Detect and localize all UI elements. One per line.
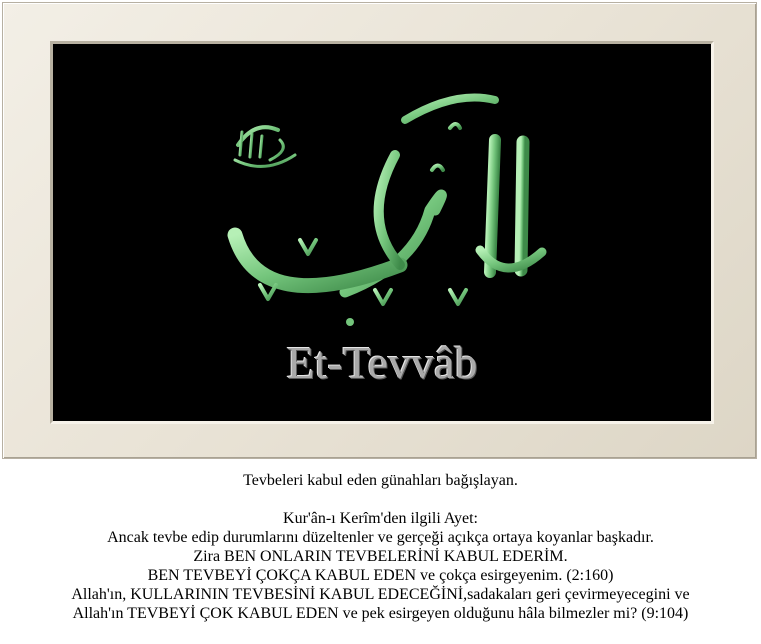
arabic-calligraphy-icon [150,60,570,330]
verse-block [0,509,761,623]
verse-heading: Kur'ân-ı Kerîm'den ilgili Ayet: [283,510,478,527]
name-title: Et-Tevvâb [286,337,478,388]
meaning-text [0,471,761,490]
verse-line: Allah'ın, KULLARININ TEVBESİNİ KABUL EDECEĞİNİ,sadakaları geri çevirmeyecegini ve [71,586,690,603]
verse-line: Zira BEN ONLARIN TEVBELERİNİ KABUL EDERİM. [193,548,568,565]
verse-line: BEN TEVBEYİ ÇOKÇA KABUL EDEN ve çokça esirgeyenim. (2:160) [147,567,614,584]
verse-line: Allah'ın TEVBEYİ ÇOK KABUL EDEN ve pek esirgeyen olduğunu hâla bilmezler mi? (9:104) [72,605,689,622]
verse-line: Ancak tevbe edip durumlarını düzeltenler ve gerçeği açıkça ortaya koyanlar başkadır. [107,529,654,546]
meaning-line: Tevbeleri kabul eden günahları bağışlayan. [243,472,518,489]
